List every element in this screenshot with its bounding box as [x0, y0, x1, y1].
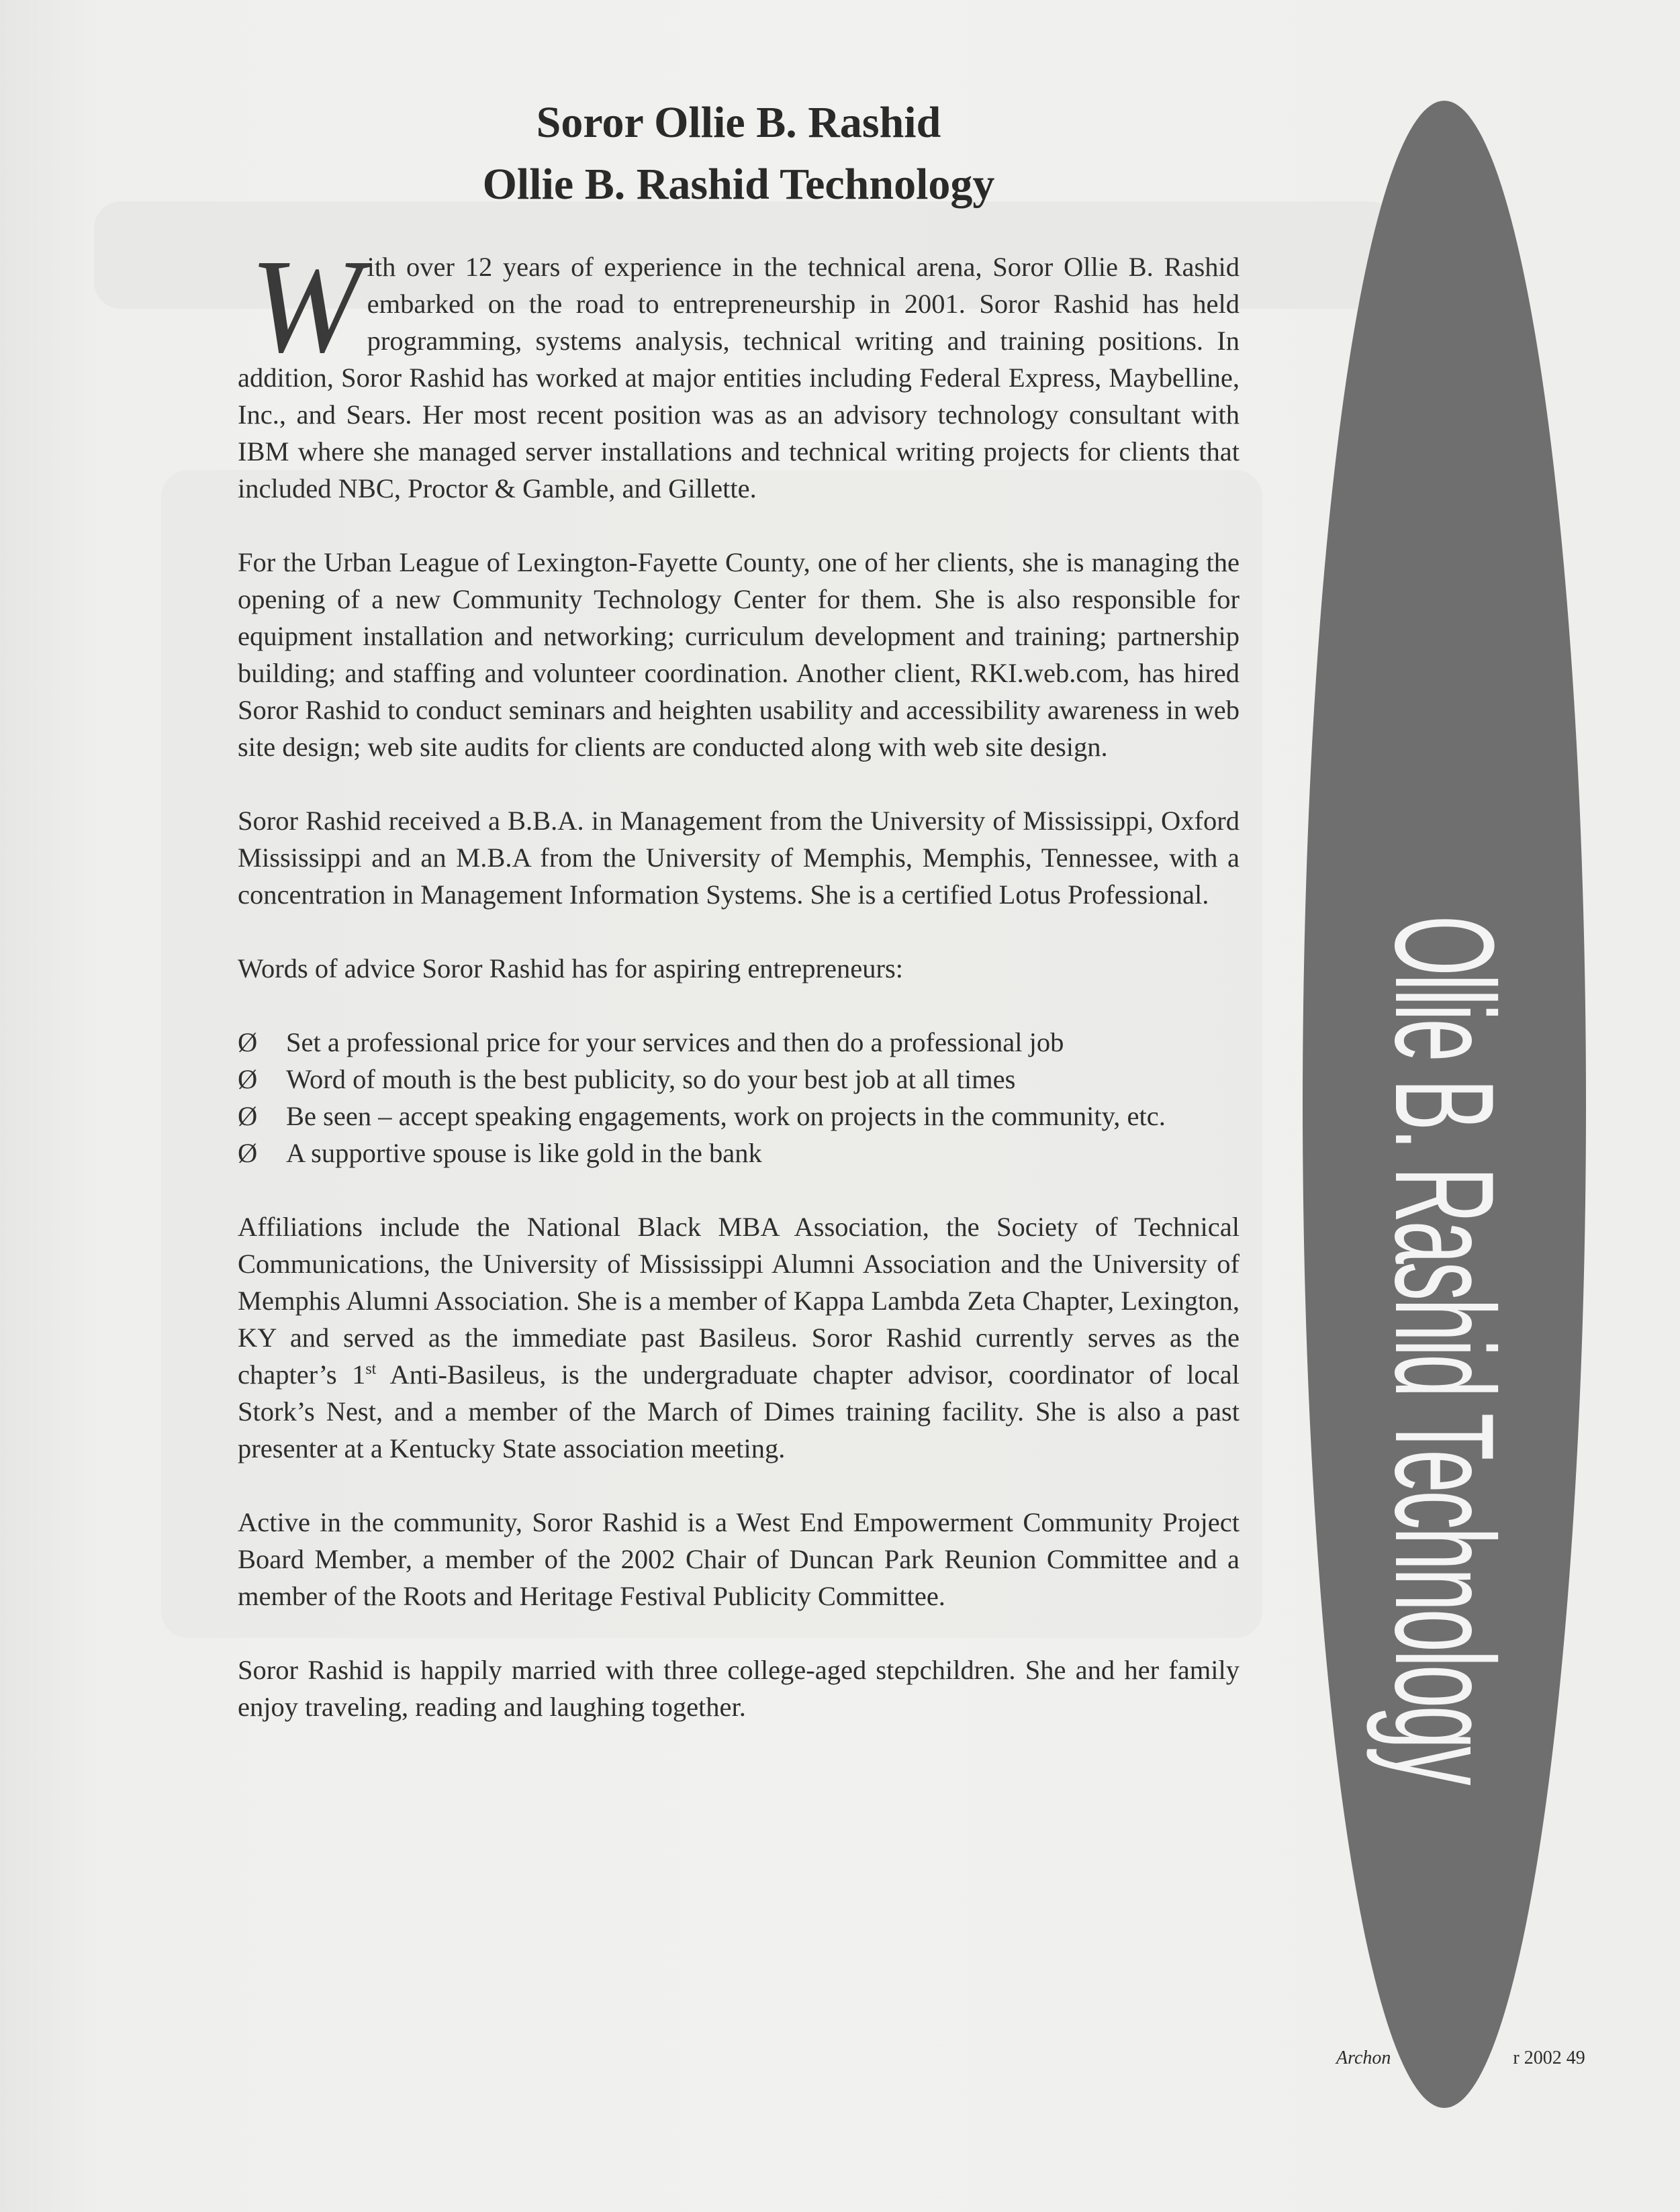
paragraph-affiliations: Affiliations include the National Black MBA Association, the Society of Technical Communications, the University of Mississippi Alumni Association and the University of Memphis Alumni Association. She is a member of Kappa Lambda Zeta Chapter, Lexington, KY and served as the immediate past Basileus. Soror Rashid currently serves as the chapter’s 1st Anti-Basileus, is the undergraduate chapter advisor, coordinator of local Stork’s Nest, and a member of the March of Dimes training facility. She is also a past presenter at a Kentucky State association meeting.	[238, 1212, 1240, 1463]
list-item: Ø Set a professional price for your services and then do a professional job	[238, 1024, 1240, 1061]
page-footer	[1336, 2048, 1585, 2069]
vertical-title: Ollie B. Rashid Technology	[1366, 915, 1524, 1784]
issue-date: r 2002	[1513, 2048, 1562, 2068]
advice-list	[238, 1024, 1240, 1171]
drop-cap: W	[250, 232, 362, 381]
paragraph-community: Active in the community, Soror Rashid is a West End Empowerment Community Project Board Member, a member of the 2002 Chair of Duncan Park Reunion Committee and a member of the Roots and Heritage Festival Publicity Committee.	[238, 1507, 1240, 1611]
list-item: Ø Word of mouth is the best publicity, so do your best job at all times	[238, 1061, 1240, 1098]
paragraph-urban-league: For the Urban League of Lexington-Fayette County, one of her clients, she is managing the opening of a new Community Technology Center for them. She is also responsible for equipment installation and networking; curriculum development and training; partnership building; and staffing and volunteer coordination. Another client, RKI.web.com, has hired Soror Rashid to conduct seminars and heighten usability and accessibility awareness in web site design; web site audits for clients are conducted along with web site design.	[238, 547, 1240, 762]
publication-name: Archon	[1336, 2048, 1391, 2068]
bullet-icon: Ø	[238, 1101, 258, 1131]
page-number: 49	[1566, 2048, 1585, 2068]
article-body	[238, 232, 1240, 1762]
article-subtitle: Ollie B. Rashid Technology	[482, 160, 995, 209]
bullet-icon: Ø	[238, 1138, 258, 1168]
bullet-icon: Ø	[238, 1027, 258, 1057]
paragraph-advice-intro: Words of advice Soror Rashid has for aspiring entrepreneurs:	[238, 953, 903, 983]
list-item: Ø Be seen – accept speaking engagements, work on projects in the community, etc.	[238, 1098, 1240, 1135]
paragraph-education: Soror Rashid received a B.B.A. in Management from the University of Mississippi, Oxford Mississippi and an M.B.A from the University of Memphis, Memphis, Tennessee, with a concentration in Management Information Systems. She is a certified Lotus Professional.	[238, 806, 1240, 910]
paragraph-intro-text: ith over 12 years of experience in the technical arena, Soror Ollie B. Rashid embarked on the road to entrepreneurship in 2001. Soror Rashid has held programming, systems analysis, technical writing and training positions. In addition, Soror Rashid has worked at major entities including Federal Express, Maybelline, Inc., and Sears. Her most recent position was as an advisory technology consultant with IBM where she managed server installations and technical writing projects for clients that included NBC, Proctor & Gamble, and Gillette.	[238, 252, 1240, 503]
bullet-icon: Ø	[238, 1064, 258, 1094]
article-title: Soror Ollie B. Rashid	[536, 98, 941, 147]
paragraph-intro	[238, 232, 1240, 507]
paragraph-family: Soror Rashid is happily married with three college-aged stepchildren. She and her family enjoy traveling, reading and laughing together.	[238, 1655, 1240, 1722]
list-item: Ø A supportive spouse is like gold in the bank	[238, 1135, 1240, 1171]
